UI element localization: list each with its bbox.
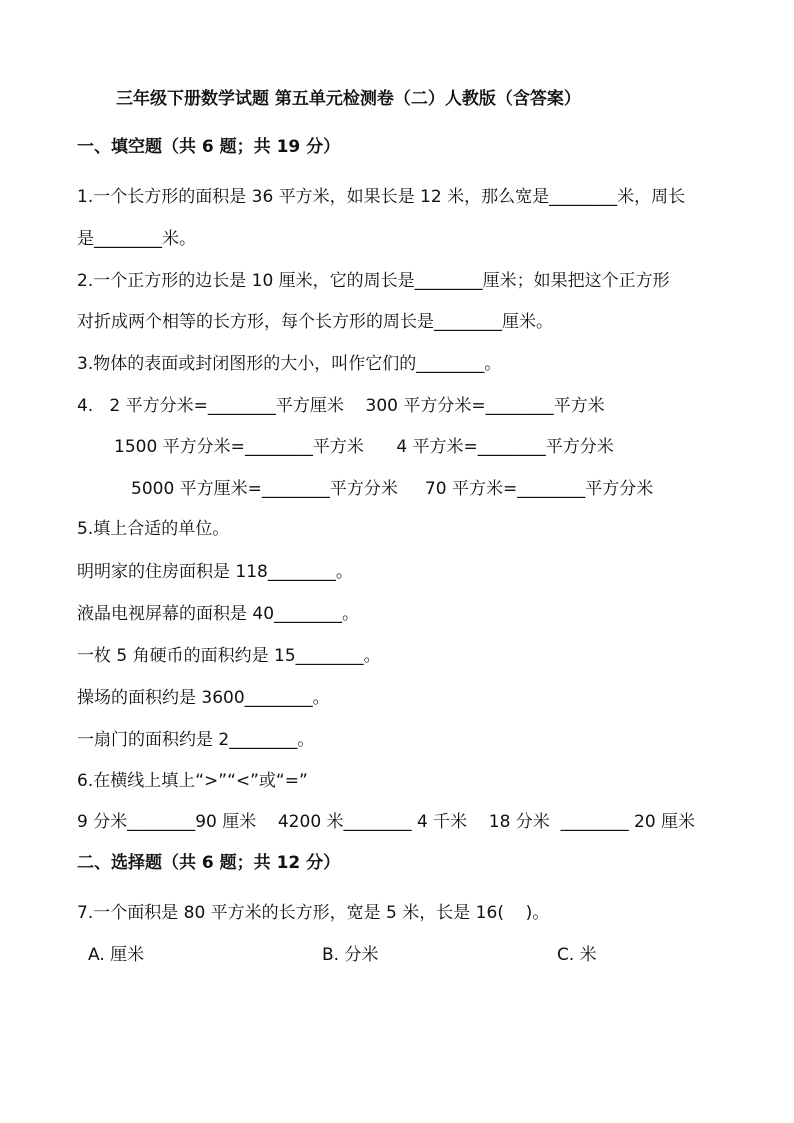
question-6: 6.在横线上填上“>”“<”或“=”	[77, 771, 308, 791]
question-7-option-c: C. 米	[557, 945, 597, 965]
question-5-item-b: 液晶电视屏幕的面积是 40________。	[77, 604, 360, 624]
section-heading-multiple-choice: 二、选择题（共 6 题；共 12 分）	[77, 853, 341, 873]
question-2-line-1: 2.一个正方形的边长是 10 厘米，它的周长是________厘米；如果把这个正方形	[77, 271, 670, 291]
question-5-item-e: 一扇门的面积约是 2________。	[77, 730, 315, 750]
question-4-line-1: 4. 2 平方分米=________平方厘米 300 平方分米=________平方米	[77, 396, 605, 416]
question-5-item-c: 一枚 5 角硬币的面积约是 15________。	[77, 646, 381, 666]
section-heading-fill-blank: 一、填空题（共 6 题；共 19 分）	[77, 137, 341, 157]
question-5: 5.填上合适的单位。	[77, 519, 230, 539]
question-6-comparison-line: 9 分米________90 厘米 4200 米________ 4 千米 18 分米 ________ 20 厘米	[77, 812, 696, 832]
question-7-option-b: B. 分米	[322, 945, 379, 965]
question-4-line-3: 5000 平方厘米=________平方分米 70 平方米=________平方分米	[131, 479, 654, 499]
question-5-item-d: 操场的面积约是 3600________。	[77, 688, 330, 708]
question-2-line-2: 对折成两个相等的长方形，每个长方形的周长是________厘米。	[77, 312, 553, 332]
question-1-line-2: 是________米。	[77, 229, 196, 249]
question-5-item-a: 明明家的住房面积是 118________。	[77, 562, 353, 582]
question-1-line-1: 1.一个长方形的面积是 36 平方米，如果长是 12 米，那么宽是________米，周长	[77, 187, 686, 207]
question-4-line-2: 1500 平方分米=________平方米 4 平方米=________平方分米	[114, 437, 614, 457]
page-title: 三年级下册数学试题 第五单元检测卷（二）人教版（含答案）	[116, 89, 581, 109]
question-3: 3.物体的表面或封闭图形的大小，叫作它们的________。	[77, 354, 502, 374]
question-7-option-a: A. 厘米	[88, 945, 145, 965]
question-7: 7.一个面积是 80 平方米的长方形，宽是 5 米，长是 16( )。	[77, 903, 550, 923]
